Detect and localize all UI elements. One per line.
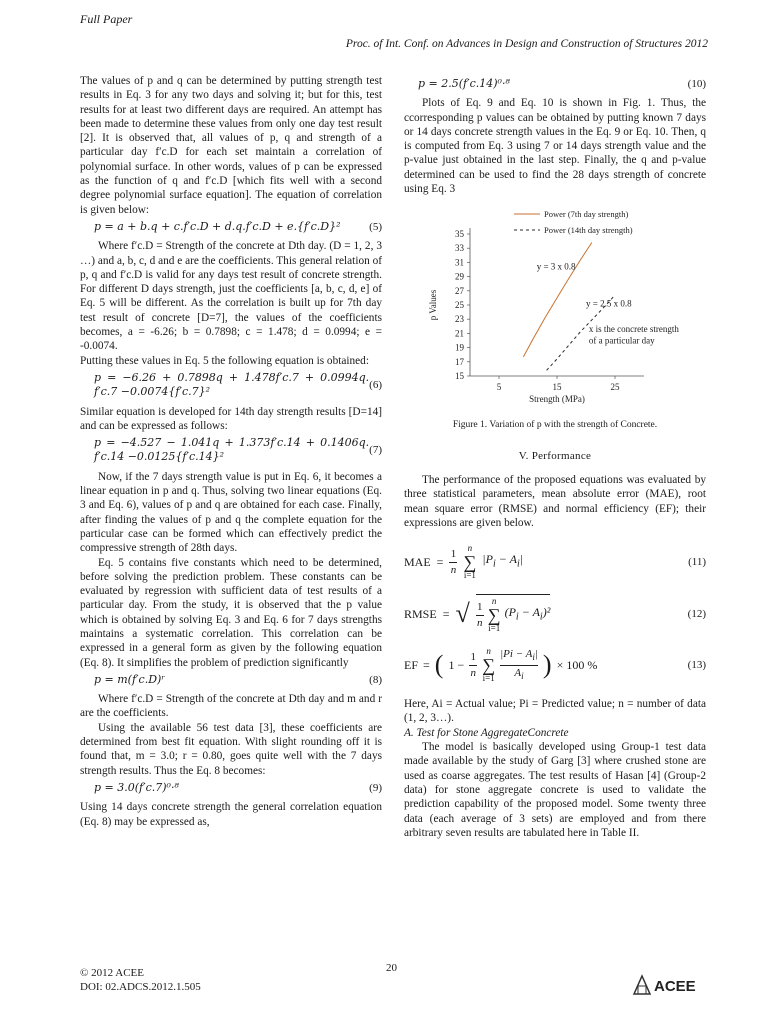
series-line-1 [523, 243, 591, 357]
logo-text: ACEE [654, 978, 696, 995]
paragraph: Similar equation is developed for 14th day strength results [D=14] and can be expressed as follows: [80, 405, 382, 432]
equation-9: p = 3.0(f′c.7)⁰·⁸ (9) [94, 780, 382, 794]
paragraph: Here, Ai = Actual value; Pi = Predicted value; n = number of data (1, 2, 3…). [404, 698, 706, 725]
y-tick-label: 27 [455, 286, 464, 297]
y-tick-label: 31 [455, 257, 464, 268]
subsection-title: A. Test for Stone AggregateConcrete [404, 726, 569, 739]
right-column [404, 74, 706, 840]
acee-logo [632, 970, 708, 996]
paragraph: The values of p and q can be determined by putting strength test results in Eq. 3 for any two days and solving it; but for this, test results for at least two different days are required. An attempt has been made to determine these values from only one day test result [2]. It is observed that, all values of p, q and strength of a particular day f′c.D for each set maintain a correlation of polynomial surface. In other words, values of p can be expressed as the function of q and f′c.D [which fits well with a second degree polynomial surface equation]. The equation of correlation is given below: [80, 75, 382, 216]
figure-1-chart [404, 206, 706, 410]
doi: DOI: 02.ADCS.2012.1.505 [80, 981, 201, 993]
paragraph: Plots of Eq. 9 and Eq. 10 is shown in Fig. 1. Thus, the ccorresponding p values can be obtained by putting known 7 days or 14 days concrete strength values in the Eq. 9 or Eq. 10. Then, q is computed from Eq. 3 using 7 or 14 days strength value and the p-value just obtained in the last step. Finally, the q and p-value determined can be used to find the 28 days strength of concrete using Eq. 3 [404, 97, 706, 196]
y-tick-label: 17 [455, 357, 464, 368]
left-column [80, 74, 382, 829]
paragraph: Now, if the 7 days strength value is put in Eq. 6, it becomes a linear equation in p and q. Thus, solving two linear equations (Eq. 3 and Eq. 6), values of p and q are obtained for each case. Finally, after finding the values of p and q the complete equation for the particular case can be formed which can effectively predict the compressive strength of 28th days. [80, 470, 382, 555]
paragraph: Where f′c.D = Strength of the concrete at Dth day. (D = 1, 2, 3 …) and a, b, c, d and e are the coefficients. This general relation of p, q and f′c.D is valid for any days test result of concrete strength. For different D days strength, just the coefficients [a, b, c, d, e] of Eq. 5 will be different. As the correlation is built up for 7th day test result of concrete [D=7], the values of the coefficients becomes, a = -6.26; b = 0.7898; c = 1.478; d = 0.0994; e = -0.0074. [80, 240, 382, 353]
paragraph: Using the available 56 test data [3], these coefficients are determined from best fit equation. With slight rounding off it is found that, m = 3.0; r = 0.80, goes quite well with the 7 days strength results. Thus the Eq. 8 becomes: [80, 721, 382, 777]
figure-caption: Figure 1. Variation of p with the strength of Concrete. [452, 420, 658, 431]
equation-10: p = 2.5(f′c.14)⁰·⁸ (10) [418, 77, 706, 90]
equation-8: p = m(f′c.D)ʳ (8) [94, 672, 382, 686]
equation-12: RMSE = √ 1 n n ∑ i=1 $(P_i - A_i)^2$ (12) [404, 596, 706, 634]
paragraph: Where f′c.D = Strength of the concrete at Dth day and m and r are the coefficients. [80, 693, 382, 720]
equation-13: EF = ( 1 − $\frac{1}{n}$ n ∑ i=1 $|Pi - A_i|$ $A_i$ ) × 100 % (13) [404, 646, 706, 684]
journal-type: Full Paper [80, 12, 133, 26]
chart-annotation-4: of a particular day [588, 335, 655, 346]
paragraph: The model is basically developed using Group-1 test data made available by the study of Garg [3] where crushed stone are used as coarse aggregates. The test results of Hasan [4] (Group-2 data) for stone aggregate concrete is used to validate the prediction capability of the proposed model. Some twenty three data (each average of 3 sets) are employed and from there arbitrary seven results are tabulated here in Table II. [404, 741, 706, 839]
footer-info [80, 966, 201, 994]
paragraph: The performance of the proposed equations was evaluated by three statistical parameters, mean absolute error (MAE), root mean square error (RMSE) and normal efficiency (EF); their expressions are given below. [404, 473, 706, 529]
paragraph: Using 14 days concrete strength the general correlation equation (Eq. 8) may be expressed as, [80, 801, 382, 828]
equation-11: MAE = $\frac{1}{n}$ n ∑ i=1 $|P_i - A_i|$ (11) [404, 543, 706, 581]
legend-label-1: Power (7th day strength) [544, 209, 629, 220]
equation-6: p = −6.26 + 0.7898q + 1.478f′c.7 + 0.0994q. f′c.7 −0.0074{f′c.7}² (6) [94, 370, 382, 399]
legend-label-2: Power (14th day strength) [544, 225, 633, 236]
section-title: V. Performance [518, 449, 592, 462]
y-tick-label: 21 [455, 328, 464, 339]
x-tick-label: 5 [496, 382, 502, 393]
x-tick-label: 25 [610, 382, 620, 393]
y-axis-label: p Values [428, 290, 438, 321]
chart-annotation-1: y = 3 x 0.8 [536, 261, 576, 272]
y-tick-label: 19 [455, 342, 464, 353]
y-tick-label: 23 [455, 314, 464, 325]
acee-logo-icon [632, 970, 708, 996]
y-tick-label: 25 [455, 300, 464, 311]
y-tick-label: 35 [455, 229, 464, 240]
x-tick-label: 15 [552, 382, 562, 393]
y-tick-label: 15 [455, 371, 464, 382]
paragraph: Putting these values in Eq. 5 the following equation is obtained: [80, 354, 369, 367]
chart-annotation-3: x is the concrete strength [588, 324, 679, 335]
chart-annotation-2: y = 2.5 x 0.8 [586, 298, 632, 309]
y-tick-label: 33 [455, 243, 464, 254]
equation-5: p = a + b.q + c.f′c.D + d.q.f′c.D + e.{f′c.D}² (5) [94, 219, 382, 233]
page-number: 20 [386, 962, 397, 974]
y-tick-label: 29 [455, 271, 464, 282]
x-axis-label: Strength (MPa) [529, 394, 585, 405]
paragraph: Eq. 5 contains five constants which need to be determined, before solving the prediction problem. These constants can be evaluated by regression with sufficient data of test results of a particular day. From the study, it is observed that the p value which is obtained by solving Eq. 3 and Eq. 6 for 7 days strengths maintains a systematic correlation. This correlation can be expressed in a general form as given by the following equation (Eq. 8). It simplifies the problem of prediction significantly [80, 556, 382, 669]
chart-svg [404, 206, 706, 410]
conference-title: Proc. of Int. Conf. on Advances in Design and Construction of Structures 2012 [345, 38, 708, 50]
equation-7: p = −4.527 − 1.041q + 1.373f′c.14 + 0.1406q. f′c.14 −0.0125{f′c.14}² (7) [94, 436, 382, 464]
copyright: © 2012 ACEE [80, 967, 144, 979]
